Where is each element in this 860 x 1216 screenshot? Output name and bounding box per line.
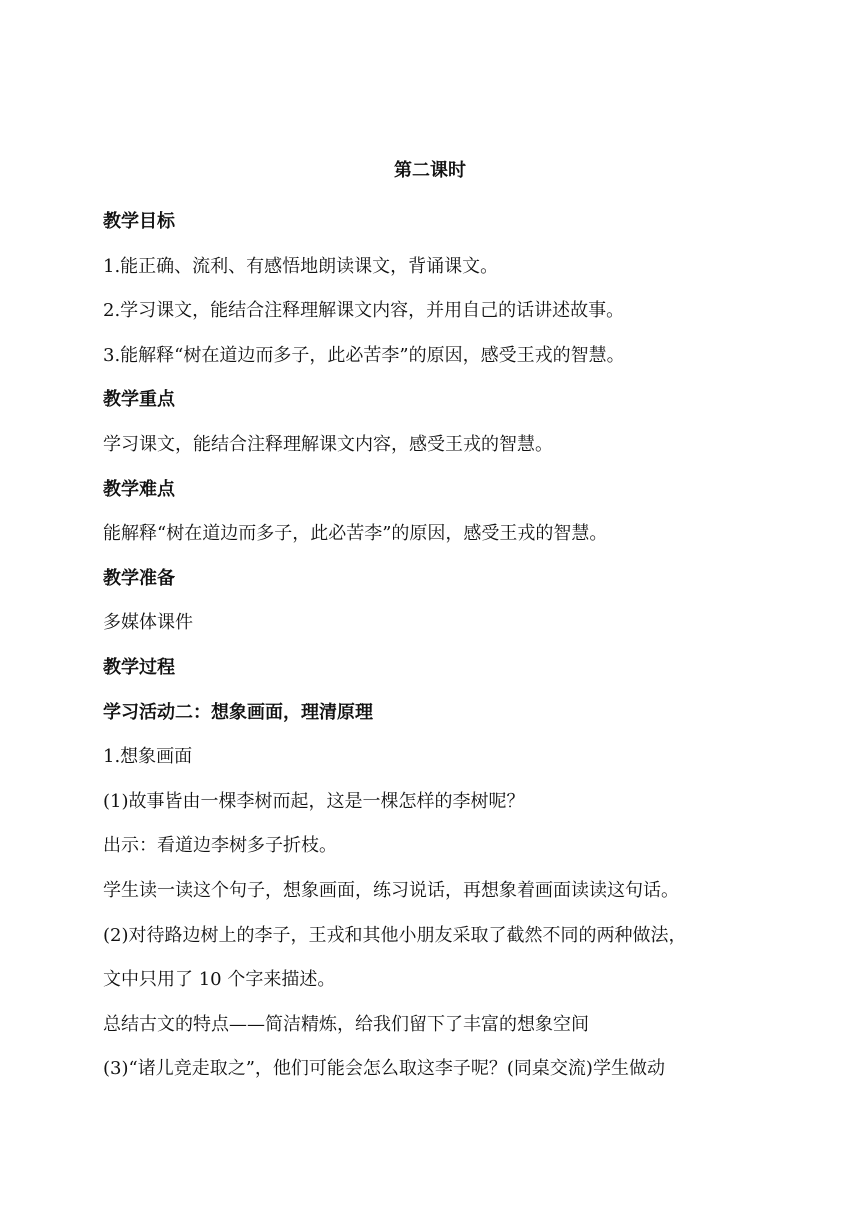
- paragraph-line: (2)对待路边树上的李子，王戎和其他小朋友采取了截然不同的两种做法，: [103, 924, 687, 946]
- section-heading: 教学难点: [103, 478, 175, 500]
- paragraph-line: 出示：看道边李树多子折枝。: [103, 835, 337, 857]
- paragraph-line: 3.能解释“树在道边而多子，此必苦李”的原因，感受王戎的智慧。: [103, 344, 625, 366]
- paragraph-line: 能解释“树在道边而多子，此必苦李”的原因，感受王戎的智慧。: [103, 523, 608, 545]
- paragraph-line: 学习课文，能结合注释理解课文内容，感受王戎的智慧。: [103, 433, 553, 455]
- section-heading: 教学重点: [103, 389, 175, 411]
- paragraph-line: 多媒体课件: [103, 612, 193, 634]
- paragraph-line: 总结古文的特点——简洁精炼，给我们留下了丰富的想象空间: [103, 1013, 589, 1035]
- paragraph-line: 文中只用了 10 个字来描述。: [103, 969, 336, 991]
- paragraph-line: 1.想象画面: [103, 746, 193, 768]
- paragraph-line: 1.能正确、流利、有感悟地朗读课文，背诵课文。: [103, 255, 499, 277]
- paragraph-line: 2.学习课文，能结合注释理解课文内容，并用自己的话讲述故事。: [103, 300, 625, 322]
- section-heading: 学习活动二：想象画面，理清原理: [103, 701, 373, 723]
- paragraph-line: (3)“诸儿竞走取之”，他们可能会怎么取这李子呢？(同桌交流)学生做动: [103, 1058, 665, 1080]
- page-title: 第二课时: [394, 160, 466, 181]
- paragraph-line: (1)故事皆由一棵李树而起，这是一棵怎样的李树呢？: [103, 790, 525, 812]
- section-heading: 教学准备: [103, 567, 175, 589]
- paragraph-line: 学生读一读这个句子，想象画面，练习说话，再想象着画面读读这句话。: [103, 879, 679, 901]
- section-heading: 教学过程: [103, 656, 175, 678]
- section-heading: 教学目标: [103, 211, 175, 232]
- document-body: [103, 200, 783, 1092]
